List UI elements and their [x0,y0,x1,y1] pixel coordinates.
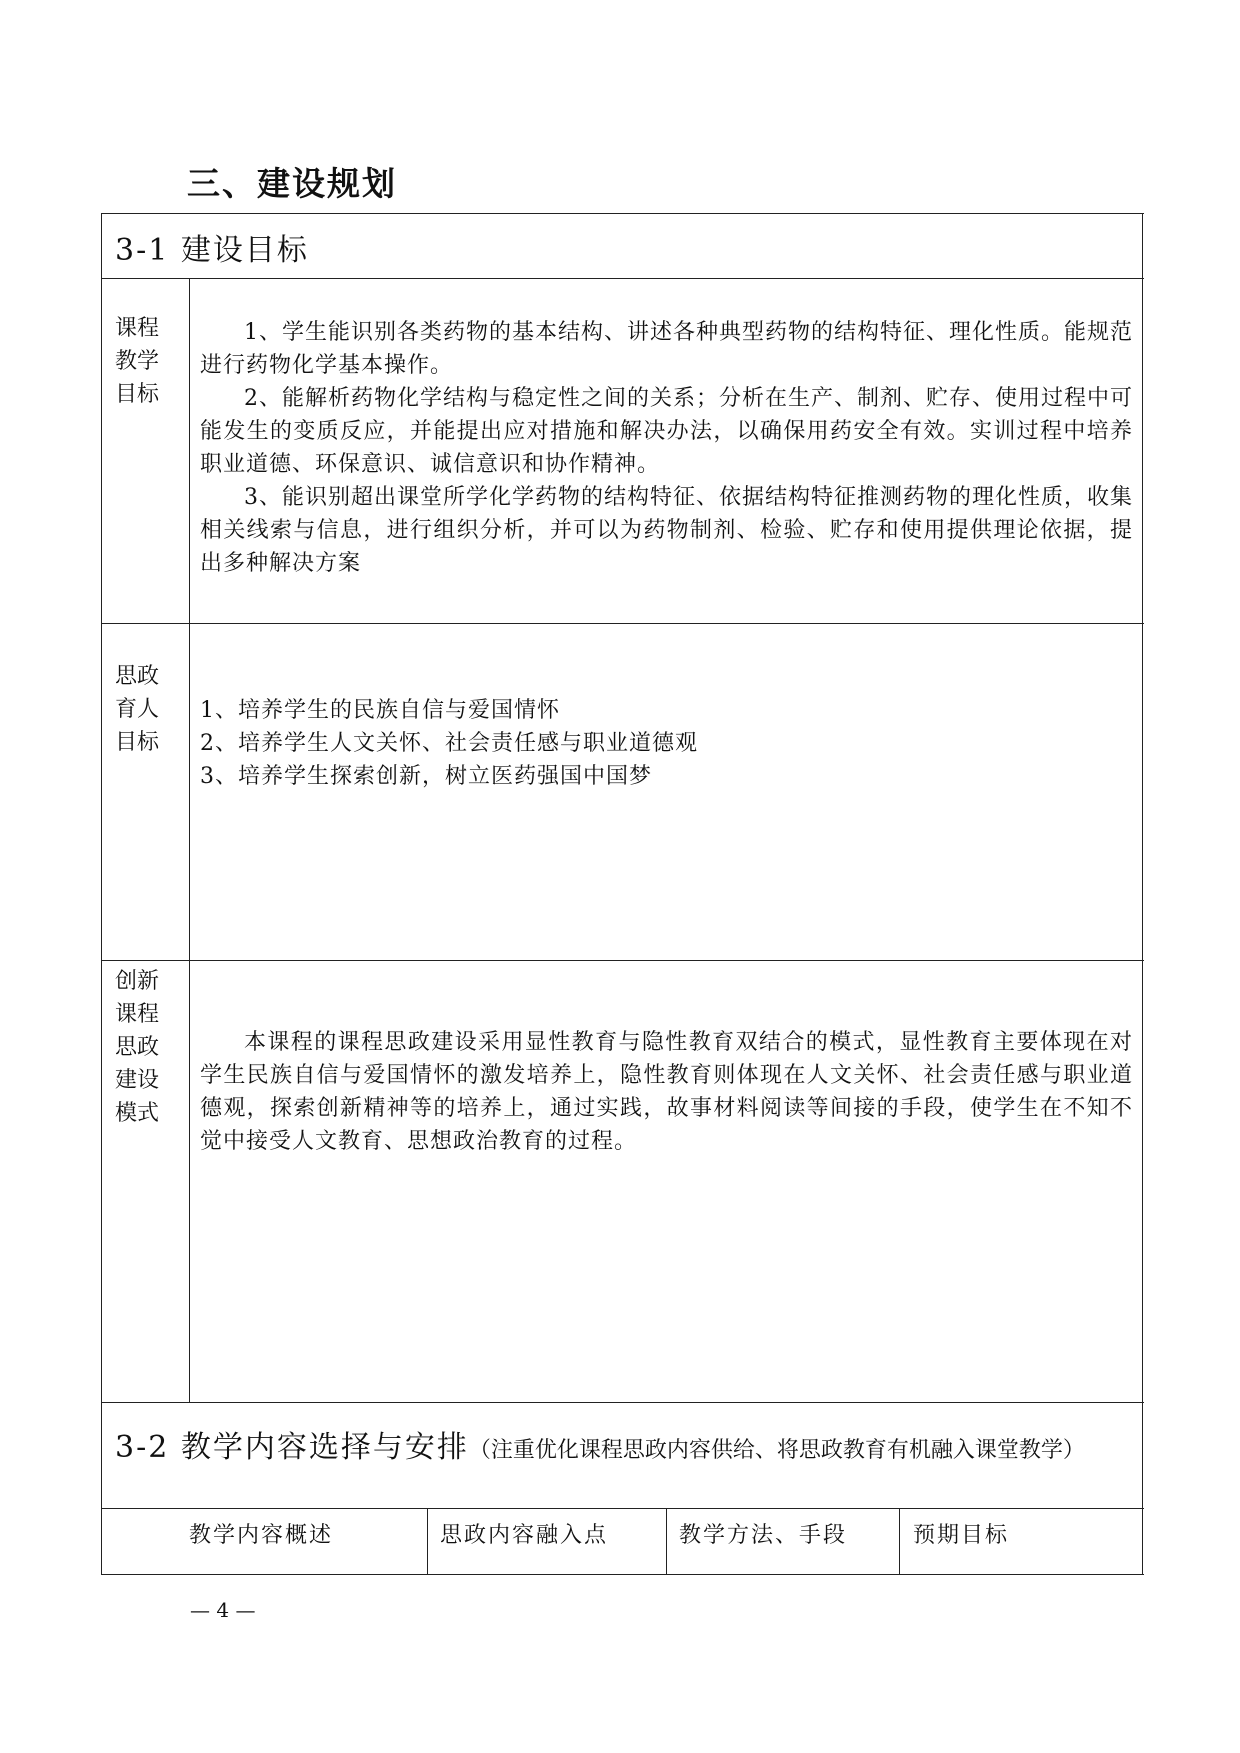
content-section-note: （注重优化课程思政内容供给、将思政教育有机融入课堂教学） [468,1438,1085,1463]
innovation-model-text [200,1026,1133,1158]
row-divider [101,1508,1144,1509]
content-section-title: 3-2 教学内容选择与安排（注重优化课程思政内容供给、将思政教育有机融入课堂教学） [115,1430,1085,1465]
table-border-top [101,213,1144,214]
row-label-ideology-goals: 思政 育人 目标 [115,664,160,755]
label-column-divider [189,278,190,1402]
paragraph: 3、能识别超出课堂所学化学药物的结构特征、依据结构特征推测药物的理化性质，收集相关线索与信息，进行组织分析，并可以为药物制剂、检验、贮存和使用提供理论依据，提出多种解决方案 [200,485,1133,576]
row-divider [101,960,1144,961]
column-header-expected-goals: 预期目标 [913,1523,1010,1548]
column-divider [666,1508,667,1574]
row-label-course-goals: 课程 教学 目标 [115,316,160,407]
section-heading: 三、建设规划 [187,164,397,203]
ideology-goals-text [200,694,1133,793]
paragraph: 2、培养学生人文关怀、社会责任感与职业道德观 [200,731,698,756]
paragraph: 本课程的课程思政建设采用显性教育与隐性教育双结合的模式，显性教育主要体现在对学生民族自信与爱国情怀的激发培养上，隐性教育则体现在人文关怀、社会责任感与职业道德观，探索创新精神等的培养上，通过实践，故事材料阅读等间接的手段，使学生在不知不觉中接受人文教育、思想政治教育的过程。 [200,1030,1133,1154]
column-divider [427,1508,428,1574]
column-header-methods: 教学方法、手段 [679,1523,848,1548]
paragraph: 1、培养学生的民族自信与爱国情怀 [200,698,560,723]
page-number: — 4 — [190,1598,256,1622]
row-label-innovation-model: 创新 课程 思政 建设 模式 [115,969,160,1126]
goal-section-title: 3-1 建设目标 [115,233,309,268]
table-border-bottom [101,1574,1144,1575]
table-border-left [101,213,102,1575]
column-header-ideology-points: 思政内容融入点 [440,1523,609,1548]
paragraph: 3、培养学生探索创新，树立医药强国中国梦 [200,764,652,789]
paragraph: 2、能解析药物化学结构与稳定性之间的关系；分析在生产、制剂、贮存、使用过程中可能发生的变质反应，并能提出应对措施和解决办法，以确保用药安全有效。实训过程中培养职业道德、环保意识、诚信意识和协作精神。 [200,386,1133,477]
course-goals-text [200,316,1133,580]
column-header-content: 教学内容概述 [189,1523,334,1548]
row-divider [101,278,1144,279]
planning-table [101,213,1144,1576]
column-divider [899,1508,900,1574]
table-border-right [1142,213,1143,1575]
paragraph: 1、学生能识别各类药物的基本结构、讲述各种典型药物的结构特征、理化性质。能规范进行药物化学基本操作。 [200,320,1133,378]
row-divider [101,1402,1144,1403]
row-divider [101,623,1144,624]
